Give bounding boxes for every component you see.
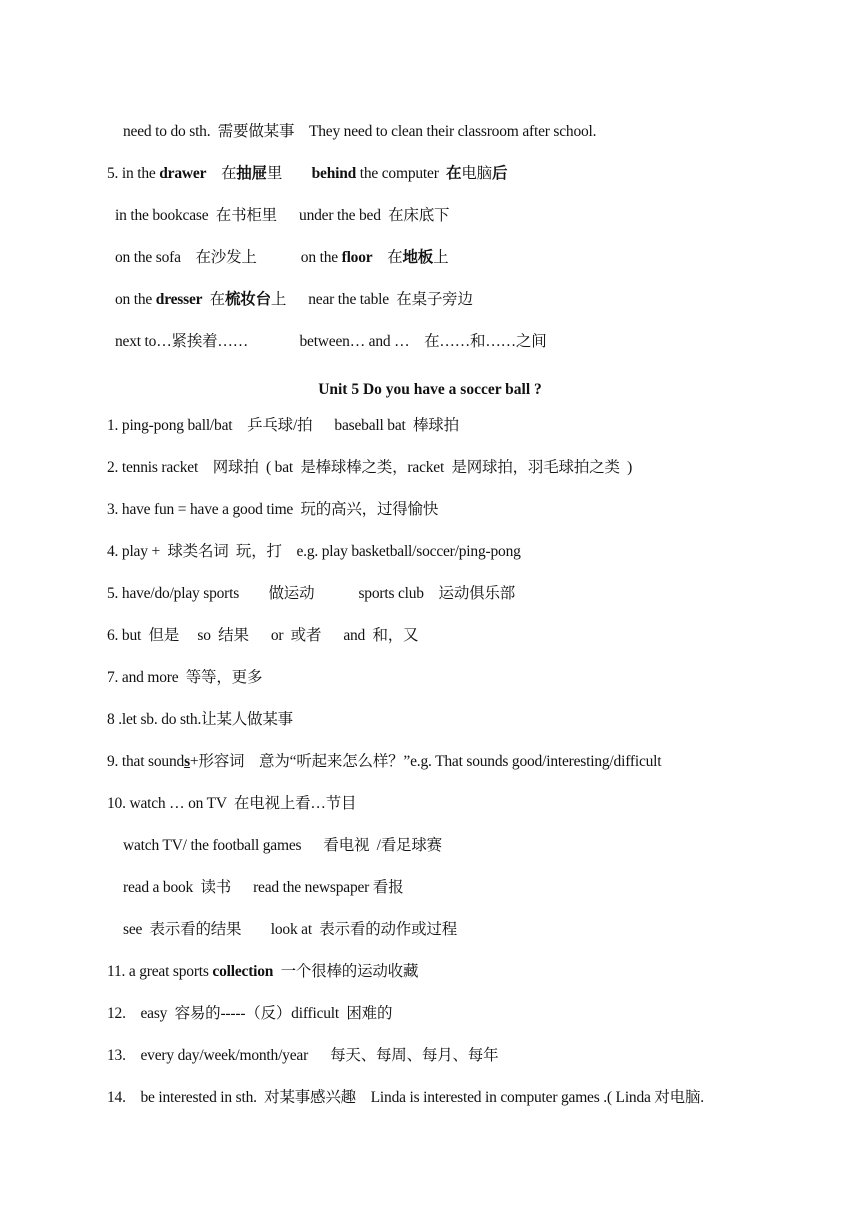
- item-8: 8 .let sb. do sth.让某人做某事: [107, 711, 293, 728]
- item-4: 4. play + 球类名词 玩，打 e.g. play basketball/soccer/ping-pong: [107, 543, 521, 560]
- item-14: 14. be interested in sth. 对某事感兴趣 Linda is interested in computer games .( Linda 对电脑.: [107, 1089, 704, 1106]
- bold-term: drawer: [159, 165, 207, 182]
- text-line-4: on the sofa 在沙发上 on the floor 在地板上: [115, 249, 449, 266]
- text-line-1: need to do sth. 需要做某事 They need to clean their classroom after school.: [123, 123, 597, 140]
- bold-term: 在: [446, 165, 462, 182]
- bold-term: 后: [491, 165, 508, 182]
- item-10-sub-2: read a book 读书 read the newspaper 看报: [123, 879, 404, 896]
- item-5: 5. have/do/play sports 做运动 sports club 运动俱乐部: [107, 585, 516, 602]
- text-line-2: 5. in the drawer 在抽屉里 behind the computer 在电脑后: [107, 165, 508, 182]
- bold-term: 抽屉: [236, 165, 267, 182]
- text-line-5: on the dresser 在梳妆台上 near the table 在桌子旁边: [115, 291, 473, 308]
- item-11: 11. a great sports collection 一个很棒的运动收藏: [107, 963, 419, 980]
- item-10-sub-3: see 表示看的结果 look at 表示看的动作或过程: [123, 921, 458, 938]
- bold-term: collection: [212, 963, 274, 980]
- item-10: 10. watch … on TV 在电视上看…节目: [107, 795, 357, 812]
- item-2: 2. tennis racket 网球拍 ( bat 是棒球棒之类，racket 是网球拍，羽毛球拍之类 ): [107, 459, 633, 476]
- underlined-letter: s: [184, 753, 190, 770]
- item-13: 13. every day/week/month/year 每天、每周、每月、每年: [107, 1047, 499, 1064]
- item-6: 6. but 但是 so 结果 or 或者 and 和，又: [107, 627, 419, 644]
- item-1: 1. ping-pong ball/bat 乒乓球/拍 baseball bat 棒球拍: [107, 417, 459, 434]
- item-9: 9. that sounds+形容词 意为“听起来怎么样？”e.g. That sounds good/interesting/difficult: [107, 753, 662, 770]
- bold-term: dresser: [155, 291, 203, 308]
- item-10-sub-1: watch TV/ the football games 看电视 /看足球赛: [123, 837, 442, 854]
- item-7: 7. and more 等等，更多: [107, 669, 263, 686]
- text-line-3: in the bookcase 在书柜里 under the bed 在床底下: [115, 207, 450, 224]
- item-3: 3. have fun = have a good time 玩的高兴，过得愉快: [107, 501, 439, 518]
- bold-term: 地板: [402, 249, 434, 266]
- item-12: 12. easy 容易的-----（反）difficult 困难的: [107, 1005, 393, 1022]
- section-title: Unit 5 Do you have a soccer ball ?: [318, 381, 542, 398]
- bold-term: behind: [311, 165, 357, 182]
- text-line-6: next to…紧挨着…… between… and … 在……和……之间: [115, 333, 547, 350]
- bold-term: floor: [341, 249, 373, 266]
- bold-term: 梳妆台: [224, 291, 271, 308]
